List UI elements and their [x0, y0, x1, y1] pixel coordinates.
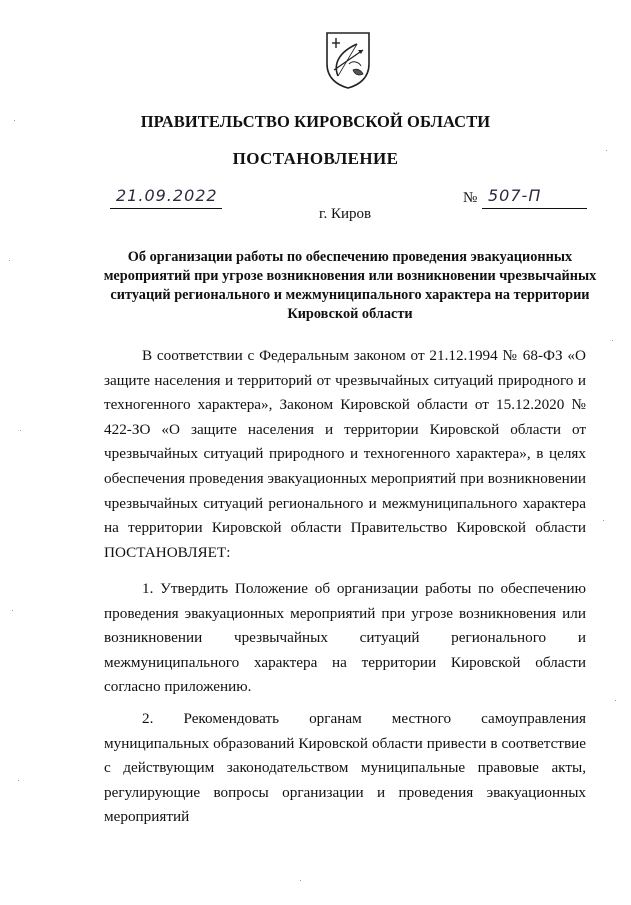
number-sign: № [463, 190, 478, 206]
clause-1-paragraph: 1. Утвердить Положение об организации работы по обеспечению проведения эвакуационных мероприятий при угрозе возникновения или возникновении чрезвычайных ситуаций регионального и межмуниципального характера на территории Кировской области согласно приложению. [104, 580, 586, 696]
document-subject: Об организации работы по обеспечению проведения эвакуационных мероприятий при угрозе возникновения или возникновении чрезвычайных ситуаций регионального и межмуниципального характера на территории Кировской области [103, 249, 597, 322]
scan-speck [612, 340, 613, 341]
clause-2-paragraph: 2. Рекомендовать органам местного самоуправления муниципальных образований Кировской области привести в соответствие с действующим законодательством муниципальные правовые акты, регулирующие вопросы организации и проведения эвакуационных мероприятий [104, 710, 586, 826]
scan-speck [9, 260, 10, 261]
scan-speck [300, 880, 301, 881]
scan-speck [18, 780, 19, 781]
date-underline [110, 208, 222, 209]
preamble-paragraph: В соответствии с Федеральным законом от 21.12.1994 № 68-ФЗ «О защите населения и территорий от чрезвычайных ситуаций природного и техногенного характера», Законом Кировской области от 15.12.2020 № 422-ЗО «О защите населения и территории Кировской области от чрезвычайных ситуаций природного и техногенного характера», в целях обеспечения проведения эвакуационных мероприятий при возникновении чрезвычайных ситуаций регионального и межмуниципального характера на территории Кировской области Правительство Кировской области ПОСТАНОВЛЯЕТ: [104, 347, 586, 561]
document-date: 21.09.2022 [116, 186, 218, 205]
city-name: г. Киров [319, 206, 372, 222]
scan-speck [615, 700, 616, 701]
coat-of-arms-emblem [323, 30, 373, 90]
government-title: ПРАВИТЕЛЬСТВО КИРОВСКОЙ ОБЛАСТИ [140, 112, 491, 131]
scan-speck [603, 520, 604, 521]
scan-speck [12, 610, 13, 611]
document-type-heading: ПОСТАНОВЛЕНИЕ [232, 149, 399, 168]
document-number: 507-П [488, 186, 542, 205]
number-underline [482, 208, 587, 209]
scan-speck [20, 430, 21, 431]
